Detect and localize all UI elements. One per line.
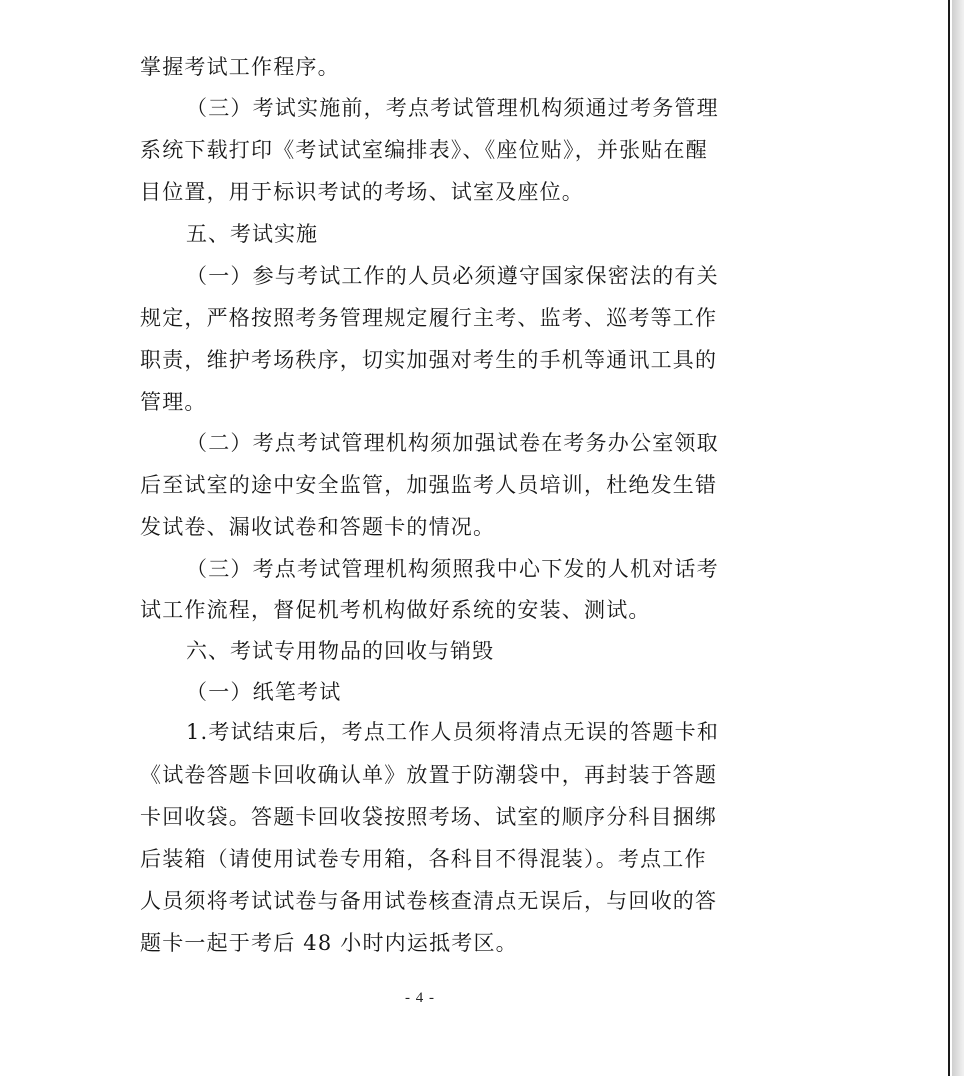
text-line: 发试卷、漏收试卷和答题卡的情况。 bbox=[140, 515, 496, 539]
text-line: 规定，严格按照考务管理规定履行主考、监考、巡考等工作 bbox=[140, 306, 718, 330]
text-line: （三）考点考试管理机构须照我中心下发的人机对话考 bbox=[186, 557, 719, 581]
text-line: 1.考试结束后，考点工作人员须将清点无误的答题卡和 bbox=[186, 720, 720, 744]
text-line: 卡回收袋。答题卡回收袋按照考场、试室的顺序分科目捆绑 bbox=[140, 805, 718, 829]
page-number: - 4 - bbox=[405, 990, 435, 1006]
text-line: （二）考点考试管理机构须加强试卷在考务办公室领取 bbox=[186, 431, 719, 455]
text-line: 《试卷答题卡回收确认单》放置于防潮袋中，再封装于答题 bbox=[140, 763, 718, 787]
text-line: 掌握考试工作程序。 bbox=[140, 55, 340, 79]
section-heading: 五、考试实施 bbox=[186, 222, 318, 246]
subsection-heading: （一）纸笔考试 bbox=[186, 680, 342, 704]
section-heading: 六、考试专用物品的回收与销毁 bbox=[186, 639, 494, 663]
text-line: 试工作流程，督促机考机构做好系统的安装、测试。 bbox=[140, 598, 651, 622]
text-line: 系统下载打印《考试试室编排表》、《座位贴》，并张贴在醒 bbox=[140, 138, 708, 162]
text-line: 后装箱（请使用试卷专用箱，各科目不得混装）。考点工作 bbox=[140, 847, 707, 871]
text-line: 人员须将考试试卷与备用试卷核查清点无误后，与回收的答 bbox=[140, 889, 718, 913]
text-line: （一）参与考试工作的人员必须遵守国家保密法的有关 bbox=[186, 264, 719, 288]
text-line: 职责，维护考场秩序，切实加强对考生的手机等通讯工具的 bbox=[140, 348, 718, 372]
page-edge-shadow bbox=[952, 0, 964, 1076]
text-line: 目位置，用于标识考试的考场、试室及座位。 bbox=[140, 180, 584, 204]
text-line: 管理。 bbox=[140, 390, 207, 414]
text-line: 题卡一起于考后 48 小时内运抵考区。 bbox=[140, 931, 518, 955]
text-line: 后至试室的途中安全监管，加强监考人员培训，杜绝发生错 bbox=[140, 473, 718, 497]
text-line: （三）考试实施前，考点考试管理机构须通过考务管理 bbox=[186, 96, 719, 120]
